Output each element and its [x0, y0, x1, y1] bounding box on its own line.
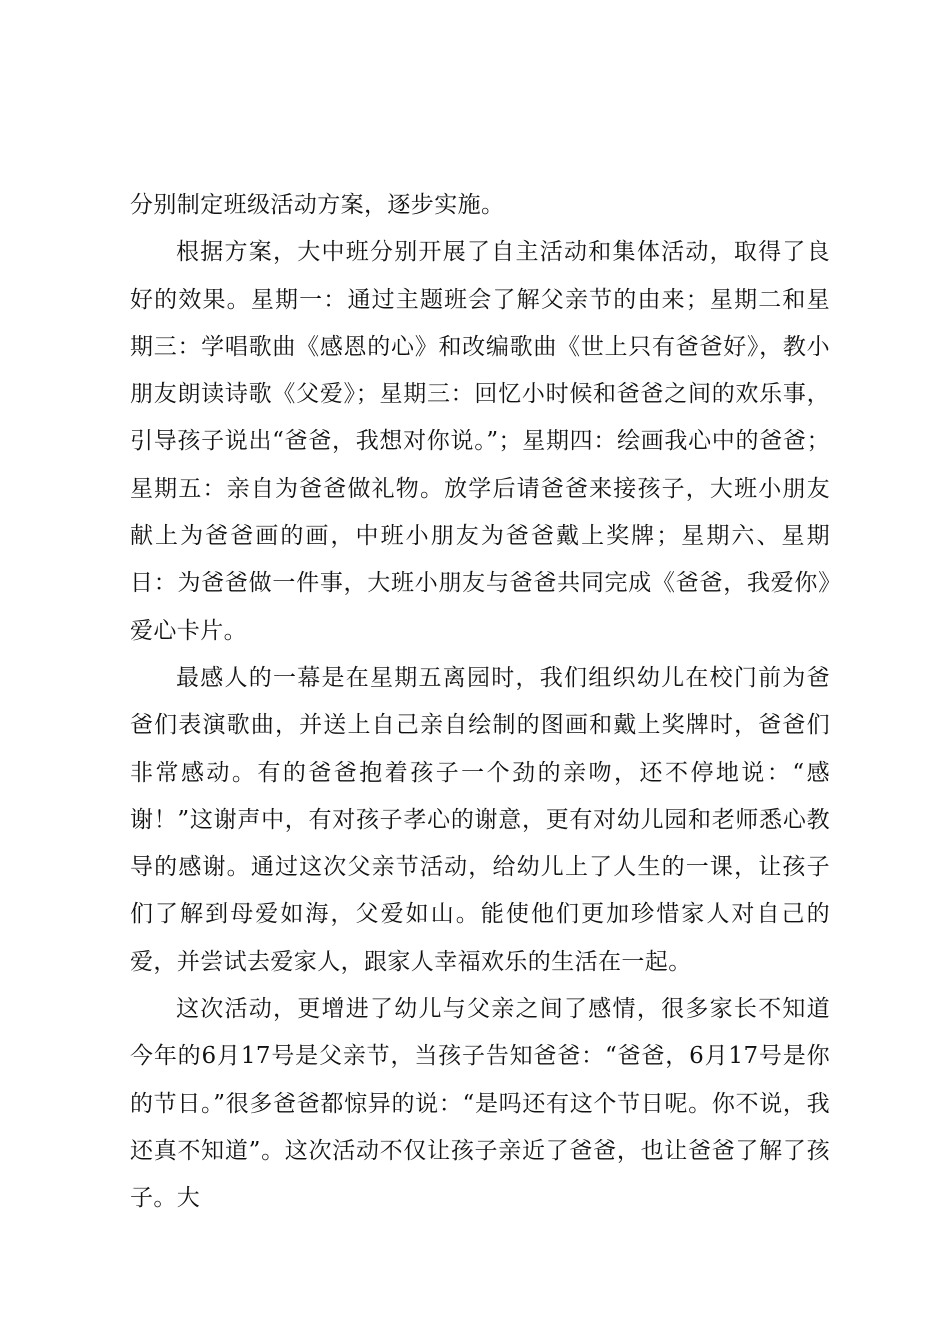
document-body: [130, 182, 830, 1223]
paragraph-touching-moment: 最感人的一幕是在星期五离园时，我们组织幼儿在校门前为爸爸们表演歌曲，并送上自己亲自绘制的图画和戴上奖牌时，爸爸们非常感动。有的爸爸抱着孩子一个劲的亲吻，还不停地说：“感谢！”这谢声中，有对孩子孝心的谢意，更有对幼儿园和老师悉心教导的感谢。通过这次父亲节活动，给幼儿上了人生的一课，让孩子们了解到母爱如海，父爱如山。能使他们更加珍惜家人对自己的爱，并尝试去爱家人，跟家人幸福欢乐的生活在一起。: [130, 664, 830, 975]
paragraph-continuation: 分别制定班级活动方案，逐步实施。: [130, 192, 505, 218]
paragraph-feelings: 这次活动，更增进了幼儿与父亲之间了感情，很多家长不知道今年的6月17号是父亲节，当孩子告知爸爸：“爸爸，6月17号是你的节日。”很多爸爸都惊异的说：“是吗还有这个节日呢。你不说，我还真不知道”。这次活动不仅让孩子亲近了爸爸，也让爸爸了解了孩子。大: [130, 996, 830, 1212]
paragraph-activities: 根据方案，大中班分别开展了自主活动和集体活动，取得了良好的效果。星期一：通过主题班会了解父亲节的由来；星期二和星期三：学唱歌曲《感恩的心》和改编歌曲《世上只有爸爸好》，教小朋友朗读诗歌《父爱》；星期三：回忆小时候和爸爸之间的欢乐事，引导孩子说出“爸爸，我想对你说。”；星期四：绘画我心中的爸爸；星期五：亲自为爸爸做礼物。放学后请爸爸来接孩子，大班小朋友献上为爸爸画的画，中班小朋友为爸爸戴上奖牌；星期六、星期日：为爸爸做一件事，大班小朋友与爸爸共同完成《爸爸，我爱你》爱心卡片。: [130, 239, 830, 644]
